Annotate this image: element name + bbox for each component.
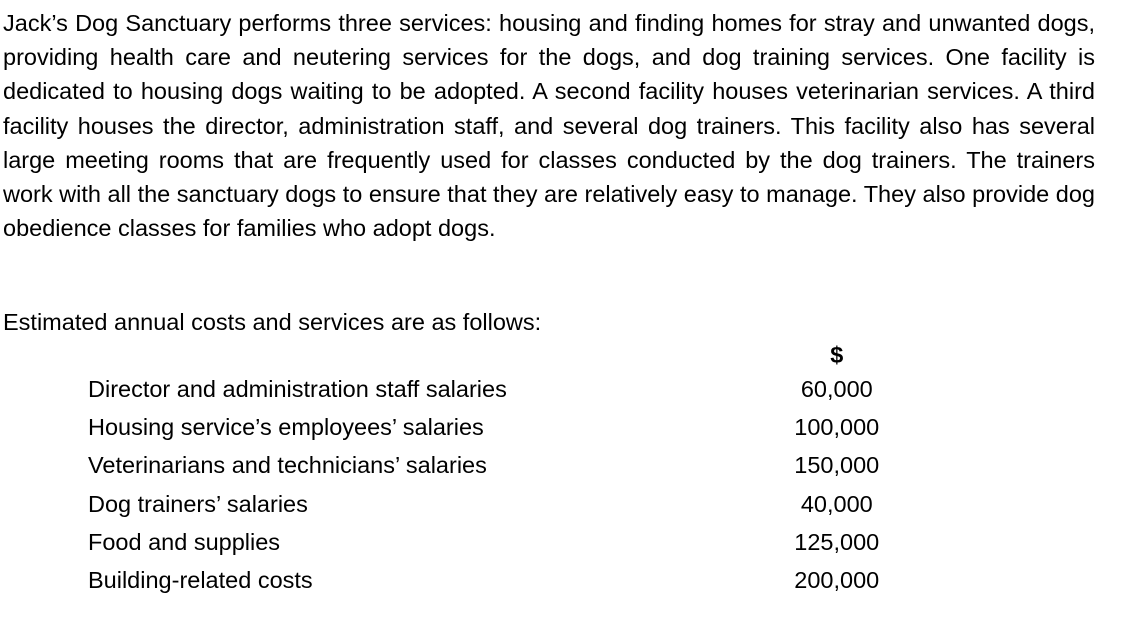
- table-row: [88, 370, 888, 408]
- table-row: [88, 561, 888, 599]
- cost-item-label: Director and administration staff salaries: [88, 376, 507, 402]
- cost-item-amount: 150,000: [794, 452, 880, 479]
- cost-intro-text: Estimated annual costs and services are as follows:: [3, 309, 542, 335]
- problem-description-paragraph: Jack’s Dog Sanctuary performs three services: housing and finding homes for stray and unwanted dogs, providing health care and neutering services for the dogs, and dog training services. One facility is dedicated to housing dogs waiting to be adopted. A second facility houses veterinarian services. A third facility houses the director, administration staff, and several dog trainers. This facility also has several large meeting rooms that are frequently used for classes conducted by the dog trainers. The trainers work with all the sanctuary dogs to ensure that they are relatively easy to manage. They also provide dog obedience classes for families who adopt dogs.: [3, 10, 1095, 242]
- table-header-row: [88, 340, 888, 370]
- cost-item-amount: 100,000: [794, 414, 880, 441]
- cost-item-label: Building-related costs: [88, 567, 313, 594]
- cost-item-label: Housing service’s employees’ salaries: [88, 414, 484, 441]
- cost-item-amount: 200,000: [794, 567, 880, 594]
- table-header-blank: [88, 340, 786, 370]
- table-row: [88, 446, 888, 484]
- currency-header: $: [830, 342, 844, 368]
- cost-item-label: Dog trainers’ salaries: [88, 490, 308, 517]
- cost-item-label: Food and supplies: [88, 528, 281, 555]
- table-row: [88, 523, 888, 561]
- cost-item-amount: 40,000: [800, 490, 873, 517]
- table-row: [88, 408, 888, 446]
- table-row: [88, 485, 888, 523]
- cost-item-amount: 125,000: [794, 528, 880, 555]
- cost-item-amount: 60,000: [800, 376, 873, 402]
- cost-item-label: Veterinarians and technicians’ salaries: [88, 452, 487, 479]
- annual-costs-table: [88, 340, 888, 599]
